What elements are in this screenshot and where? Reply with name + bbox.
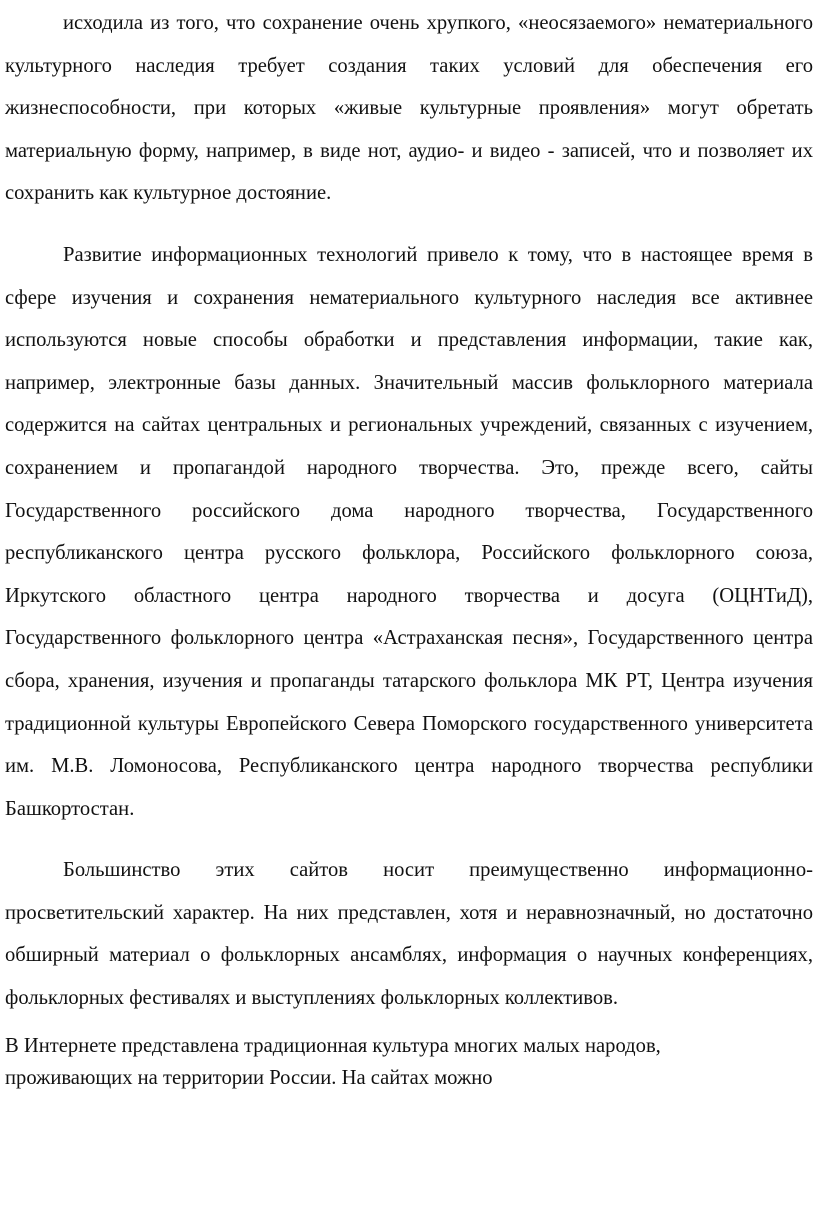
paragraph-line-1: В Интернете представлена традиционная культура многих малых народов,	[5, 1034, 661, 1057]
paragraph-internet-peoples	[5, 1030, 813, 1094]
paragraph-information-technologies: Развитие информационных технологий привело к тому, что в настоящее время в сфере изучения и сохранения нематериального культурного наследия все активнее используются новые способы обработки и представления информации, такие как, например, электронные базы данных. Значительный массив фольклорного материала содержится на сайтах центральных и региональных учреждений, связанных с изучением, сохранением и пропагандой народного творчества. Это, прежде всего, сайты Государственного российского дома народного творчества, Государственного республиканского центра русского фольклора, Российского фольклорного союза, Иркутского областного центра народного творчества и досуга (ОЦНТиД), Государственного фольклорного центра «Астраханская песня», Государственного центра сбора, хранения, изучения и пропаганды татарского фольклора МК РТ, Центра изучения традиционной культуры Европейского Севера Поморского государственного университета им. М.В. Ломоносова, Республиканского центра народного творчества республики Башкортостан.	[5, 243, 813, 820]
paragraph-line-2: проживающих на территории России. На сайтах можно	[5, 1066, 493, 1089]
paragraph-websites-character: Большинство этих сайтов носит преимущественно информационно-просветительский характер. На них представлен, хотя и неравнозначный, но достаточно обширный материал о фольклорных ансамблях, информация о научных конференциях, фольклорных фестивалях и выступлениях фольклорных коллективов.	[5, 859, 813, 1010]
paragraph-continuation: исходила из того, что сохранение очень хрупкого, «неосязаемого» нематериального культурного наследия требует создания таких условий для обеспечения его жизнеспособности, при которых «живые культурные проявления» могут обретать материальную форму, например, в виде нот, аудио- и видео - записей, что и позволяет их сохранить как культурное достояние.	[5, 12, 813, 205]
